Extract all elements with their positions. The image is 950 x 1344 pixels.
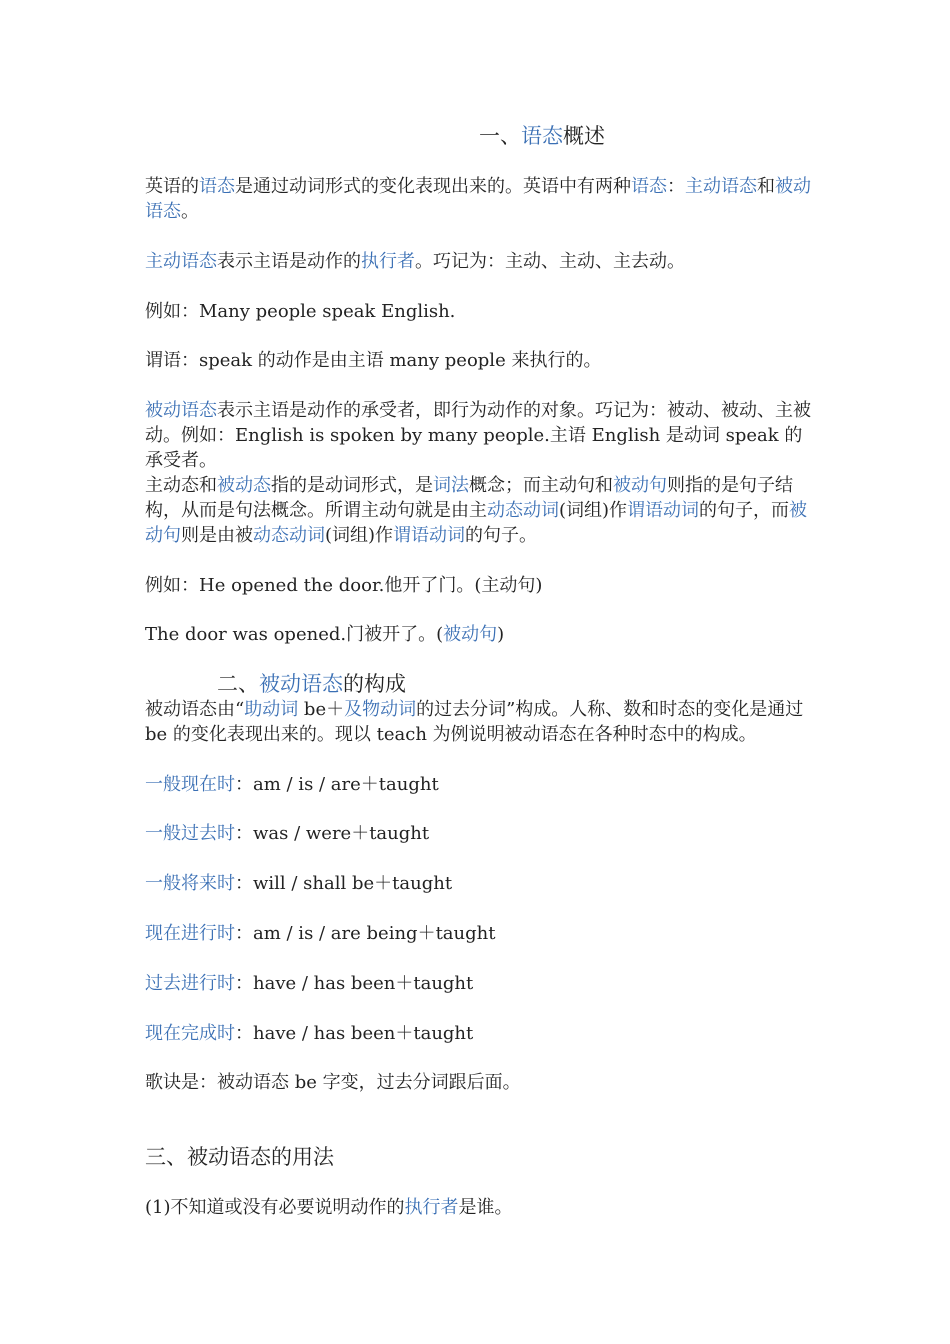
term-link[interactable]: 被动句 (443, 624, 498, 645)
paragraph-passive-voice (145, 398, 815, 473)
paragraph-example-door-active (145, 573, 815, 598)
text-segment: 谓语：speak 的动作是由主语 many people 来执行的。 (145, 350, 602, 371)
term-link[interactable]: 词法 (433, 475, 469, 496)
paragraph-passive-structure (145, 697, 815, 747)
text-segment: 例如：Many people speak English. (145, 301, 456, 322)
tense-simple-past (145, 821, 815, 846)
section-heading-3 (145, 1143, 334, 1171)
text-segment: 的构成 (343, 672, 406, 696)
text-segment: (词组)作 (559, 500, 628, 521)
term-link[interactable]: 被动语态 (259, 672, 343, 696)
term-link[interactable]: 被动句 (613, 475, 667, 496)
text-segment: 三、被动语态的用法 (145, 1145, 334, 1169)
term-link[interactable]: 执行者 (361, 251, 415, 272)
term-link[interactable]: 执行者 (404, 1197, 459, 1218)
paragraph-voice-intro (145, 174, 815, 224)
text-segment: be＋ (298, 699, 345, 720)
text-segment: ：am / is / are＋taught (235, 774, 439, 795)
term-link[interactable]: 主动语态 (685, 176, 757, 197)
paragraph-active-voice (145, 249, 815, 274)
term-link[interactable]: 一般将来时 (145, 873, 235, 894)
term-link[interactable]: 主动语态 (145, 251, 217, 272)
text-segment: 。巧记为：主动、主动、主去动。 (415, 251, 685, 272)
text-segment: 主动态和 (145, 475, 217, 496)
text-segment: (词组)作 (325, 525, 394, 546)
term-link[interactable]: 语态 (631, 176, 667, 197)
term-link[interactable]: 被动语态 (145, 176, 811, 222)
term-link[interactable]: 一般现在时 (145, 774, 235, 795)
term-link[interactable]: 现在完成时 (145, 1023, 235, 1044)
text-segment: 概述 (563, 124, 605, 148)
text-segment: 是通过动词形式的变化表现出来的。英语中有两种 (235, 176, 631, 197)
text-segment: 二、 (217, 672, 259, 696)
text-segment: 例如：He opened the door.他开了门。(主动句) (145, 575, 543, 596)
text-segment: (1)不知道或没有必要说明动作的 (145, 1197, 405, 1218)
term-link[interactable]: 被动句 (145, 500, 808, 546)
text-segment: 歌诀是：被动语态 be 字变，过去分词跟后面。 (145, 1072, 521, 1093)
text-segment: ：have / has been＋taught (235, 1023, 474, 1044)
text-segment: 概念；而主动句和 (469, 475, 613, 496)
tense-present-perfect (145, 1021, 815, 1046)
text-segment: 的句子。 (465, 525, 538, 546)
text-segment: 一、 (479, 124, 521, 148)
term-link[interactable]: 被动语态 (145, 400, 217, 421)
text-segment: ：am / is / are being＋taught (235, 923, 496, 944)
term-link[interactable]: 语态 (521, 124, 563, 148)
term-link[interactable]: 谓语动词 (393, 525, 466, 546)
term-link[interactable]: 动态动词 (253, 525, 325, 546)
text-segment: 英语的 (145, 176, 199, 197)
text-segment: ：will / shall be＋taught (235, 873, 453, 894)
tense-simple-present (145, 772, 815, 797)
text-segment: The door was opened.门被开了。( (145, 624, 444, 645)
text-segment: 则指的是句子结构，从而是句法概念。所谓主动句就是由主 (145, 475, 793, 521)
text-segment: 的句子，而 (699, 500, 790, 521)
text-segment: ：was / were＋taught (235, 823, 430, 844)
term-link[interactable]: 一般过去时 (145, 823, 235, 844)
text-segment: 被动语态由“ (145, 699, 245, 720)
term-link[interactable]: 现在进行时 (145, 923, 235, 944)
tense-past-progressive (145, 971, 815, 996)
text-segment: 。 (181, 201, 199, 222)
text-segment: 是谁。 (458, 1197, 513, 1218)
term-link[interactable]: 动态动词 (487, 500, 559, 521)
paragraph-mnemonic (145, 1070, 815, 1095)
text-segment: 表示主语是动作的承受者，即行为动作的对象。巧记为：被动、被动、主被动。例如：English is spoken by many people.主语 English 是动词 speak 的承受者。 (145, 400, 811, 471)
text-segment: 表示主语是动作的 (217, 251, 361, 272)
text-segment: 和 (757, 176, 775, 197)
term-link[interactable]: 过去进行时 (145, 973, 235, 994)
term-link[interactable]: 谓语动词 (627, 500, 700, 521)
text-segment: ) (497, 624, 505, 645)
paragraph-example-active (145, 299, 815, 324)
section-heading-1 (479, 122, 605, 150)
tense-present-progressive (145, 921, 815, 946)
text-segment: 则是由被 (181, 525, 253, 546)
text-segment: 指的是动词形式，是 (271, 475, 433, 496)
paragraph-voice-vs-sentence (145, 473, 815, 548)
term-link[interactable]: 及物动词 (344, 699, 417, 720)
term-link[interactable]: 被动态 (217, 475, 271, 496)
paragraph-example-door-passive (145, 622, 815, 647)
tense-simple-future (145, 871, 815, 896)
term-link[interactable]: 语态 (199, 176, 235, 197)
paragraph-predicate-note (145, 348, 815, 373)
text-segment: ： (667, 176, 685, 197)
term-link[interactable]: 助动词 (244, 699, 299, 720)
text-segment: 的过去分词”构成。人称、数和时态的变化是通过 be 的变化表现出来的。现以 teach 为例说明被动语态在各种时态中的构成。 (145, 699, 804, 745)
section-heading-2 (217, 670, 406, 698)
paragraph-usage-1 (145, 1195, 815, 1220)
text-segment: ：have / has been＋taught (235, 973, 474, 994)
